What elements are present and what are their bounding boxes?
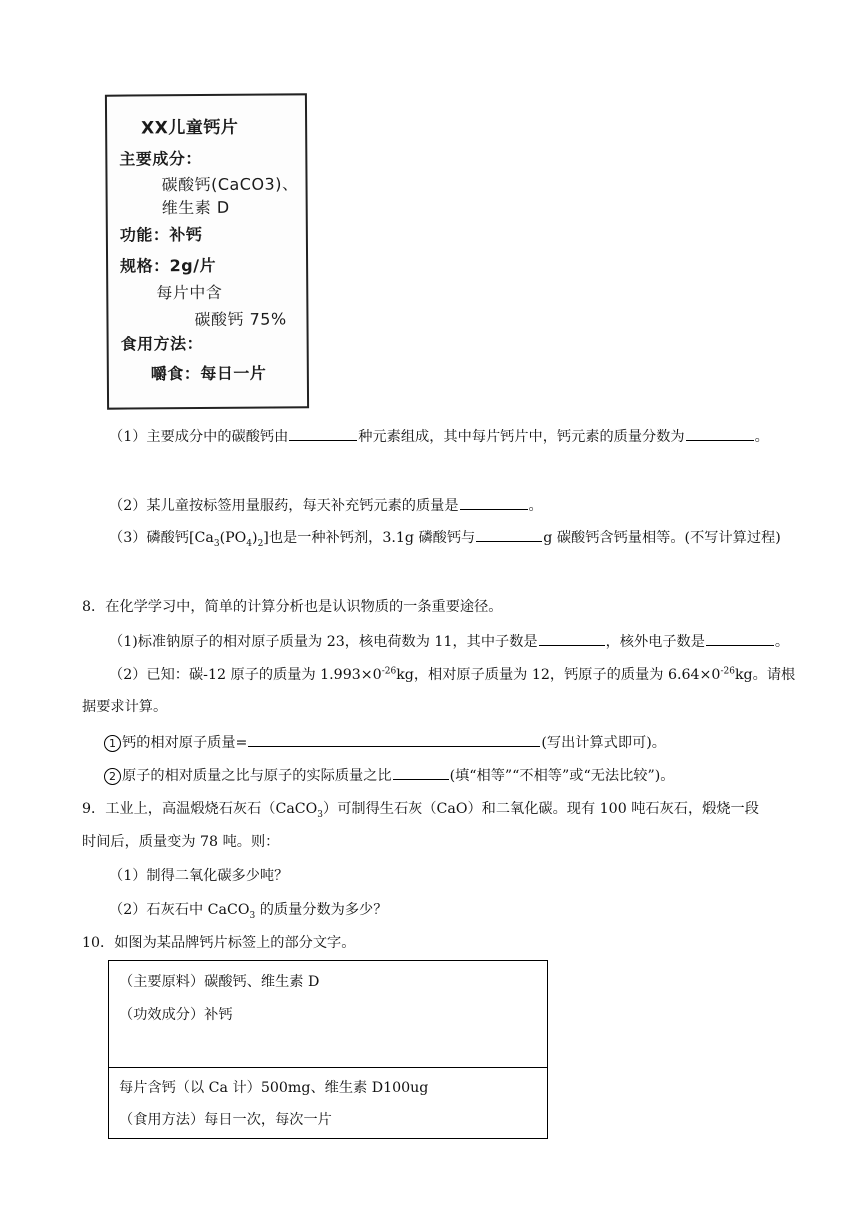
q9-part1: （1）制得二氧化碳多少吨？ (109, 868, 289, 884)
q8-part1-end: 。 (774, 634, 790, 650)
q7-part3-text-a: （3）磷酸钙[Ca (109, 530, 214, 546)
q9-stem-text-b: ）可制得生石灰（CaO）和二氧化碳。现有 100 吨石灰石，煅烧一段 (323, 801, 759, 817)
q7-part3-text-c: ) (252, 530, 258, 546)
q8-part2-text-a: （2）已知：碳-12 原子的质量为 1.993×0 (109, 667, 382, 683)
q8-sub1 (104, 733, 666, 753)
q8-sub2-text-a: 原子的相对质量之比与原子的实际质量之比 (122, 768, 392, 784)
q7-part3-text-b: (PO (219, 530, 247, 546)
q8-part2-text-c: kg。请根 (734, 667, 796, 683)
q7-part1-text-a: （1）主要成分中的碳酸钙由 (109, 429, 289, 445)
q7-part1-end: 。 (754, 429, 769, 445)
table-cell-text: （功效成分）补钙 (119, 1007, 233, 1023)
answer-blank[interactable] (706, 632, 774, 646)
q7-part3-text-d: ]也是一种补钙剂，3.1g 磷酸钙与 (263, 530, 476, 546)
subscript: 3 (317, 809, 323, 820)
q8-sub2-text-b: (填“相等”“不相等”或“无法比较”)。 (449, 768, 675, 784)
q9-stem-cont: 时间后，质量变为 78 吨。则： (82, 834, 280, 850)
q9-stem-text-a: 9．工业上，高温煅烧石灰石（CaCO (82, 801, 318, 817)
q7-part2-text: （2）某儿童按标签用量服药，每天补充钙元素的质量是 (109, 498, 459, 514)
label-ingredients-heading: 主要成分： (119, 149, 202, 169)
calcium-label-table (108, 960, 548, 1139)
q7-part3-text-e: g 碳酸钙含钙量相等。(不写计算过程) (543, 530, 781, 546)
q9-part2-text-b: 的质量分数为多少？ (255, 902, 388, 918)
answer-blank[interactable] (460, 496, 528, 510)
answer-blank[interactable] (539, 632, 605, 646)
q8-part2-cont: 据要求计算。 (82, 699, 168, 715)
circled-number: 2 (104, 768, 121, 785)
q7-part3 (109, 528, 781, 548)
table-cell-text: 每片含钙（以 Ca 计）500mg、维生素 D100ug (119, 1080, 429, 1096)
label-ingredient-2: 维生素 D (161, 197, 230, 218)
q8-part1-text-b: ，核外电子数是 (605, 634, 705, 650)
label-ingredient-1: 碳酸钙(CaCO3)、 (161, 174, 299, 195)
answer-blank[interactable] (289, 427, 357, 441)
subscript: 2 (257, 538, 264, 549)
subscript: 3 (249, 910, 256, 921)
calcium-label-photo (105, 93, 309, 409)
label-function: 功能：补钙 (119, 225, 203, 245)
label-spec: 规格：2g/片 (120, 255, 217, 276)
q8-sub2 (104, 766, 674, 786)
label-title: XX儿童钙片 (141, 117, 239, 139)
circled-number: 1 (104, 735, 121, 752)
subscript: 4 (246, 538, 253, 549)
q7-part2 (109, 496, 543, 516)
superscript: -26 (381, 666, 397, 677)
q7-part1-text-b: 种元素组成，其中每片钙片中，钙元素的质量分数为 (358, 429, 685, 445)
label-usage-heading: 食用方法： (120, 334, 204, 354)
q8-part2-text-b: kg，相对原子质量为 12，钙原子的质量为 6.64×0 (396, 667, 721, 683)
label-per-tablet: 每片中含 (156, 282, 223, 303)
answer-blank[interactable] (248, 733, 540, 747)
q8-part2 (109, 665, 795, 685)
label-usage: 嚼食：每日一片 (150, 363, 267, 384)
superscript: -26 (720, 666, 735, 677)
q10-stem: 10．如图为某品牌钙片标签上的部分文字。 (82, 935, 356, 951)
table-row (109, 961, 547, 1068)
answer-blank[interactable] (393, 766, 449, 780)
q7-part1 (109, 427, 769, 447)
q8-sub1-text-b: (写出计算式即可)。 (541, 735, 666, 751)
q7-part2-end: 。 (528, 498, 543, 514)
table-cell-text: （主要原料）碳酸钙、维生素 D (119, 974, 320, 990)
q9-stem (82, 799, 759, 819)
q9-part2-text-a: （2）石灰石中 CaCO (109, 902, 250, 918)
table-cell-text: （食用方法）每日一次，每次一片 (119, 1112, 332, 1128)
subscript: 3 (213, 538, 220, 549)
answer-blank[interactable] (686, 427, 754, 441)
q8-stem: 8．在化学学习中，简单的计算分析也是认识物质的一条重要途径。 (82, 599, 503, 615)
answer-blank[interactable] (476, 528, 542, 542)
q8-sub1-text-a: 钙的相对原子质量= (122, 735, 248, 751)
label-content: 碳酸钙 75% (194, 309, 287, 330)
table-row (109, 1067, 547, 1138)
q8-part1 (109, 632, 789, 652)
q8-part1-text-a: （1)标准钠原子的相对原子质量为 23，核电荷数为 11，其中子数是 (109, 634, 538, 650)
q9-part2 (109, 900, 387, 920)
